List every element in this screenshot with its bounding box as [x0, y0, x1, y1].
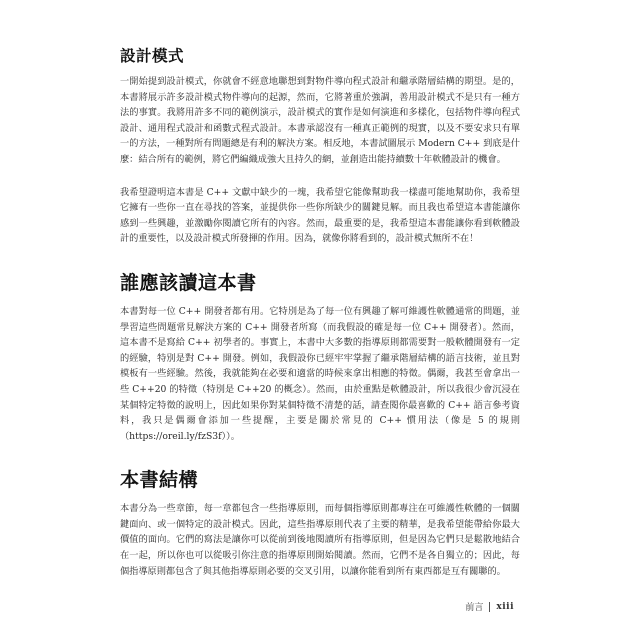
paragraph-who-should-read: 本書對每一位 C++ 開發者都有用。它特別是為了每一位有興趣了解可維護性軟體通常的問題，並學習這些問題常見解決方案的 C++ 開發者所寫（而我假設的確是每一位 C++ 開發者）。然而，這本書不是寫給 C++ 初學者的。事實上，本書中大多數的指導原則都需要對一般軟體開發有一定的經驗，特別是對 C++ 開發。例如，我假設你已經牢牢掌握了繼承階層結構的語言技術，並且對模板有一些經驗。然後，我就能夠在必要和適當的時候來拿出相應的特徵。偶爾，我甚至會拿出一些 C++20 的特徵（特別是 C++20 的概念）。然而，由於重點是軟體設計，所以我很少會沉浸在某個特定特徵的說明上，因此如果你對某個特徵不清楚的話，請查閱你最喜歡的 C++ 語言參考資料，我只是偶爾會添加一些提醒，主要是關於常見的 C++ 慣用法（像是 5 的規則（https://oreil.ly/fzS3f））。	[120, 305, 520, 442]
paragraph-book-structure: 本書分為一些章節，每一章都包含一些指導原則，而每個指導原則都專注在可維護性軟體的一個關鍵面向、或一個特定的設計模式。因此，這些指導原則代表了主要的精華，是我希望能帶給你最大價值的面向。它們的寫法是讓你可以從前到後地閱讀所有指導原則，但是因為它們只是鬆散地結合在一起，所以你也可以從吸引你注意的指導原則開始閱讀。然而，它們不是各自獨立的；因此，每個指導原則都包含了與其他指導原則必要的交叉引用，以讓你能看到所有東西都是互有關聯的。	[120, 503, 520, 577]
page-footer	[465, 600, 514, 613]
page-number: xiii	[496, 601, 514, 612]
section-heading-who-should-read: 誰應該讀這本書	[120, 271, 257, 294]
footer-section-label: 前言	[465, 603, 484, 613]
paragraph-design-patterns-1: 一開始提到設計模式，你就會不經意地聯想到對物件導向程式設計和繼承階層結構的期望。是的，本書將展示許多設計模式物件導向的起源，然而，它將著重於強調，善用設計模式不是只有一種方法的事實。我將用許多不同的範例演示，設計模式的實作是如何演進和多樣化，包括物件導向程式設計、通用程式設計和函數式程式設計。本書承認沒有一種真正範例的現實，以及不要安求只有單一的方法，一種對所有問題總是有利的解決方案。相反地，本書試圖展示 Modern C++ 到底是什麼：結合所有的範例，將它們編織成強大且持久的網，並創造出能持續數十年軟體設計的機會。	[120, 76, 520, 165]
section-heading-design-patterns: 設計模式	[120, 47, 185, 65]
section-heading-book-structure: 本書結構	[120, 469, 199, 492]
paragraph-design-patterns-2: 我希望證明這本書是 C++ 文獻中缺少的一塊，我希望它能像幫助我一樣盡可能地幫助你，我希望它擁有一些你一直在尋找的答案，並提供你一些你所缺少的關鍵見解。而且我也希望這本書能讓你感到一些興趣，並激勵你閱讀它所有的內容。然而，最重要的是，我希望這本書能讓你看到軟體設計的重要性，以及設計模式所發揮的作用。因為，就像你將看到的，設計模式無所不在！	[120, 186, 520, 245]
page-content	[120, 46, 520, 579]
footer-divider	[489, 602, 490, 612]
